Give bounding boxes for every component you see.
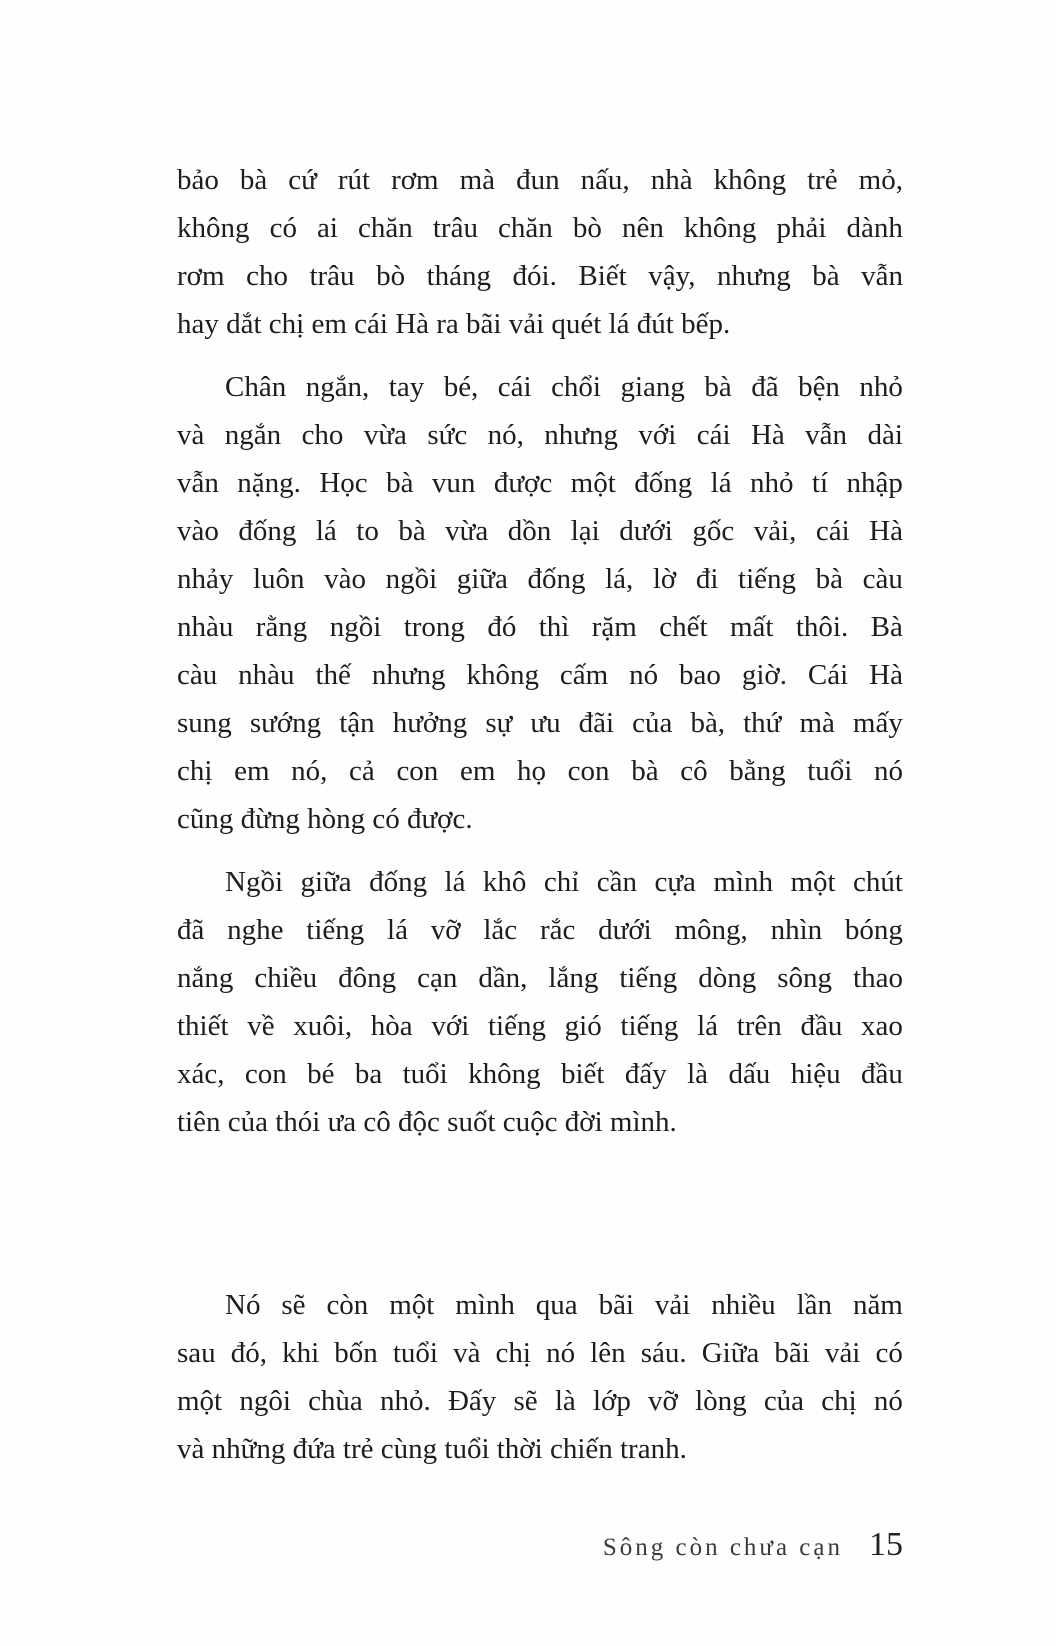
text-line: bảo bà cứ rút rơm mà đun nấu, nhà không trẻ mỏ, bbox=[177, 164, 903, 196]
text-line: cũng đừng hòng có được. bbox=[177, 803, 473, 835]
text-line: vào đống lá to bà vừa dồn lại dưới gốc vải, cái Hà bbox=[177, 515, 903, 547]
text-line: sung sướng tận hưởng sự ưu đãi của bà, thứ mà mấy bbox=[177, 707, 903, 739]
page-number: 15 bbox=[869, 1526, 903, 1563]
paragraph bbox=[177, 363, 903, 843]
text-line: hay dắt chị em cái Hà ra bãi vải quét lá đút bếp. bbox=[177, 308, 731, 340]
text-line: một ngôi chùa nhỏ. Đấy sẽ là lớp vỡ lòng của chị nó bbox=[177, 1385, 903, 1417]
text-line: càu nhàu thế nhưng không cấm nó bao giờ. Cái Hà bbox=[177, 659, 903, 691]
running-title: Sông còn chưa cạn bbox=[602, 1534, 843, 1561]
text-line: xác, con bé ba tuổi không biết đấy là dấu hiệu đầu bbox=[177, 1058, 903, 1090]
text-line: đã nghe tiếng lá vỡ lắc rắc dưới mông, nhìn bóng bbox=[177, 914, 903, 946]
text-line: tiên của thói ưa cô độc suốt cuộc đời mình. bbox=[177, 1106, 677, 1138]
text-line: và những đứa trẻ cùng tuổi thời chiến tranh. bbox=[177, 1433, 687, 1465]
text-line: nhảy luôn vào ngồi giữa đống lá, lờ đi tiếng bà càu bbox=[177, 563, 903, 595]
text-line: Ngồi giữa đống lá khô chỉ cần cựa mình một chút bbox=[225, 866, 903, 898]
text-line: nhàu rằng ngồi trong đó thì rặm chết mất thôi. Bà bbox=[177, 611, 903, 643]
paragraph bbox=[177, 1281, 903, 1473]
paragraph bbox=[177, 156, 903, 348]
text-line: Nó sẽ còn một mình qua bãi vải nhiều lần năm bbox=[225, 1289, 903, 1321]
page-body-text bbox=[177, 156, 903, 1488]
text-line: vẫn nặng. Học bà vun được một đống lá nhỏ tí nhập bbox=[177, 467, 903, 499]
text-line: không có ai chăn trâu chăn bò nên không phải dành bbox=[177, 212, 903, 244]
text-line: chị em nó, cả con em họ con bà cô bằng tuổi nó bbox=[177, 755, 903, 787]
paragraph bbox=[177, 858, 903, 1146]
text-line: và ngắn cho vừa sức nó, nhưng với cái Hà vẫn dài bbox=[177, 419, 903, 451]
text-line: Chân ngắn, tay bé, cái chổi giang bà đã bện nhỏ bbox=[225, 371, 903, 403]
text-line: rơm cho trâu bò tháng đói. Biết vậy, nhưng bà vẫn bbox=[177, 260, 903, 292]
text-line: thiết về xuôi, hòa với tiếng gió tiếng lá trên đầu xao bbox=[177, 1010, 903, 1042]
text-line: nắng chiều đông cạn dần, lắng tiếng dòng sông thao bbox=[177, 962, 903, 994]
page-footer bbox=[177, 1526, 903, 1564]
text-line: sau đó, khi bốn tuổi và chị nó lên sáu. Giữa bãi vải có bbox=[177, 1337, 903, 1369]
